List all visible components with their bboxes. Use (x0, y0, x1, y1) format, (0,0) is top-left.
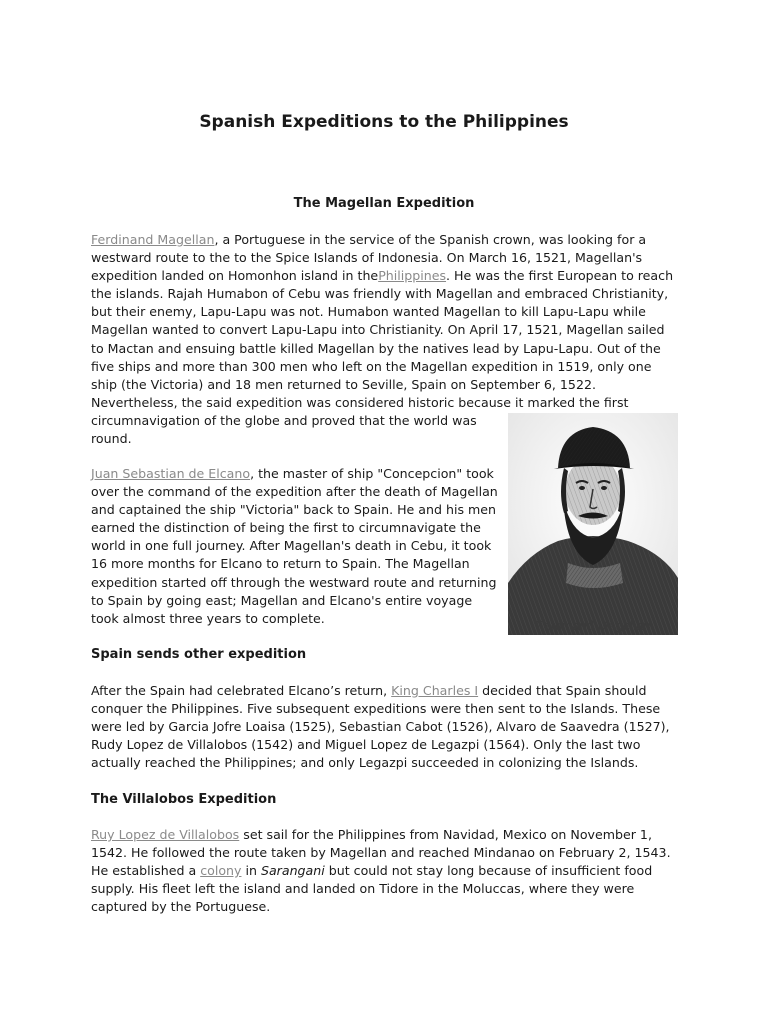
sarangani-text: Sarangani (260, 863, 325, 879)
villalobos-link[interactable]: Ruy Lopez de Villalobos (91, 827, 240, 842)
villalobos-paragraph (91, 826, 676, 916)
other-expedition-paragraph (91, 682, 676, 772)
magellan-paragraph (91, 231, 676, 412)
villalobos-heading: The Villalobos Expedition (91, 792, 277, 807)
philippines-link[interactable]: Philippines (378, 268, 447, 284)
villalobos-text-2: in (241, 863, 261, 879)
elcano-paragraph (91, 465, 501, 628)
villalobos-text-1: set sail for the Philippines from Navidad, Mexico on November 1, 1542. He followed the route taken by Magellan and reached Mindanao on February 2, 1543. He established a (91, 827, 671, 879)
magellan-text-1: , a Portuguese in the service of the Spanish crown, was looking for a westward route to the to the Spice Islands of Indonesia. On March 16, 1521, Magellan's expedition landed on Homonhon island in the (91, 232, 647, 284)
portrait-engraving (508, 413, 678, 635)
other-expedition-text-2: decided that Spain should conquer the Philippines. Five subsequent expeditions were then sent to the Islands. These were led by Garcia Jofre Loaisa (1525), Sebastian Cabot (1526), Alvaro de Saavedra (1527), Rudy Lopez de Villalobos (1542) and Miguel Lopez de Legazpi (1564). Only the last two actually reached the Philippines; and only Legazpi succeeded in colonizing the Islands. (91, 683, 670, 771)
magellan-text-2: . He was the first European to reach the islands. Rajah Humabon of Cebu was friendly with Magellan and embraced Christianity, but their enemy, Lapu-Lapu was not. Humabon wanted Magellan to kill Lapu-Lapu while Magellan wanted to convert Lapu-Lapu into Christianity. On April 17, 1521, Magellan sailed to Mactan and ensuing battle killed Magellan by the natives lead by Lapu-Lapu. Out of the five ships and more than 300 men who left on the Magellan expedition in 1519, only one ship (the Victoria) and 18 men returned to Seville, Spain on September 6, 1522. Nevertheless, the said expedition was considered historic because it marked the first (91, 268, 674, 410)
ferdinand-magellan-link[interactable]: Ferdinand Magellan (91, 232, 215, 247)
magellan-portrait (508, 413, 678, 635)
king-charles-link[interactable]: King Charles I (391, 683, 479, 698)
portrait-caption: Ferdinand Magellan (535, 618, 651, 633)
other-expedition-heading: Spain sends other expedition (91, 647, 307, 662)
magellan-heading: The Magellan Expedition (293, 196, 475, 211)
other-expedition-text-1: After the Spain had celebrated Elcano’s return, (91, 683, 392, 698)
document-title: Spanish Expeditions to the Philippines (199, 112, 569, 132)
magellan-paragraph-tail: circumnavigation of the globe and proved that the world was round. (91, 413, 477, 447)
colony-link[interactable]: colony (200, 863, 242, 879)
elcano-text: , the master of ship "Concepcion" took over the command of the expedition after the death of Magellan and captained the ship "Victoria" back to Spain. He and his men earned the distinction of being the first to circumnavigate the world in one full journey. After Magellan's death in Cebu, it took 16 more months for Elcano to return to Spain. The Magellan expedition started off through the westward route and returning to Spain by going east; Magellan and Elcano's entire voyage took almost three years to complete. (91, 466, 498, 626)
elcano-link[interactable]: Juan Sebastian de Elcano (91, 466, 251, 481)
villalobos-text-3: but could not stay long because of insufficient food supply. His fleet left the island and landed on Tidore in the Moluccas, where they were captured by the Portuguese. (91, 863, 653, 915)
